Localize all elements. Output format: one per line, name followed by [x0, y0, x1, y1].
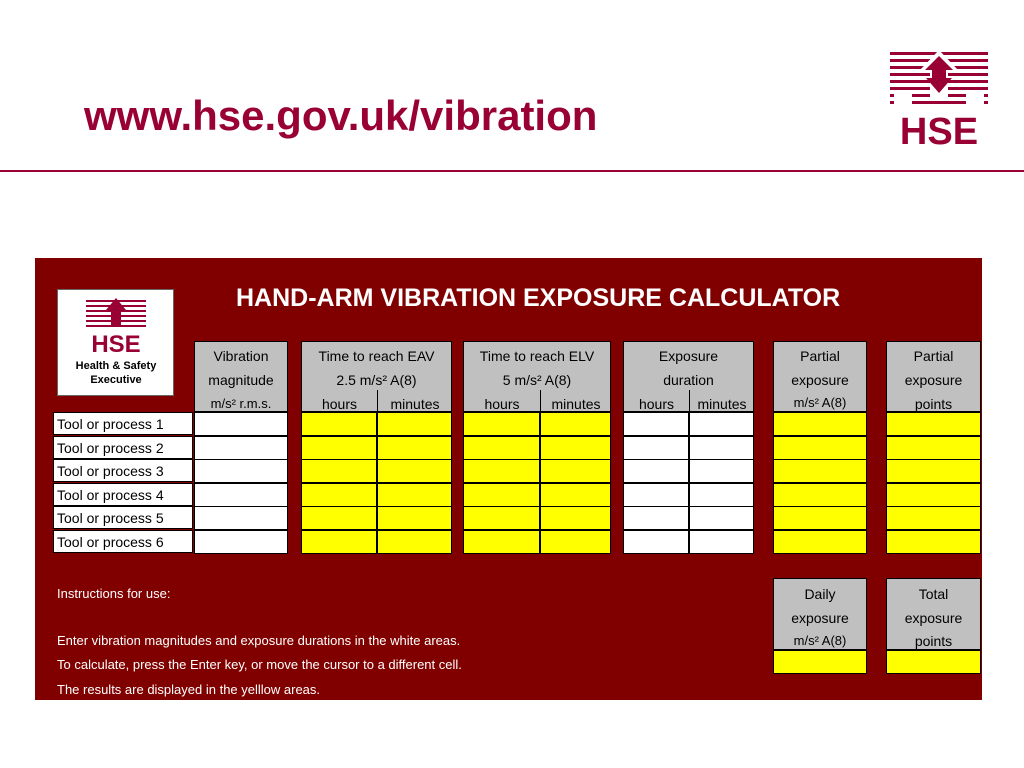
partial-points-result: [886, 530, 981, 554]
instructions-line: Enter vibration magnitudes and exposure durations in the white areas.: [57, 633, 461, 648]
svg-text:Executive: Executive: [90, 374, 142, 386]
elv-hours-result: [463, 412, 540, 436]
page-url-title: www.hse.gov.uk/vibration: [84, 92, 598, 139]
duration-hours-input[interactable]: [623, 436, 689, 460]
elv-minutes-result: [540, 530, 611, 554]
header-text: 5 m/s² A(8): [502, 372, 572, 388]
elv-hours-result: [463, 530, 540, 554]
header-text: m/s² A(8): [793, 395, 847, 410]
elv-minutes-result: [540, 412, 611, 436]
eav-hours-result: [301, 483, 377, 507]
partial-exposure-result: [773, 506, 867, 530]
eav-hours-result: [301, 412, 377, 436]
elv-minutes-result: [540, 483, 611, 507]
header-text: m/s² r.m.s.: [210, 396, 272, 411]
total-points-result: [886, 650, 981, 674]
header-text: Daily: [804, 586, 836, 602]
header-time-to-elv: [463, 341, 611, 412]
partial-exposure-result: [773, 436, 867, 460]
duration-hours-input[interactable]: [623, 530, 689, 554]
duration-hours-input[interactable]: [623, 483, 689, 507]
row-label: Tool or process 1: [53, 412, 193, 435]
eav-hours-result: [301, 506, 377, 530]
header-text: 2.5 m/s² A(8): [336, 372, 417, 388]
duration-hours-input[interactable]: [623, 506, 689, 530]
elv-minutes-result: [540, 506, 611, 530]
eav-hours-result: [301, 436, 377, 460]
instructions-line: The results are displayed in the yelllow areas.: [57, 682, 321, 697]
vibration-magnitude-input[interactable]: [194, 483, 288, 507]
header-text: Time to reach EAV: [318, 348, 435, 364]
eav-minutes-result: [377, 459, 452, 483]
svg-text:Health & Safety: Health & Safety: [75, 360, 157, 372]
header-text: exposure: [791, 372, 849, 388]
vibration-magnitude-input[interactable]: [194, 459, 288, 483]
row-label: Tool or process 3: [53, 459, 193, 482]
calculator-title: HAND-ARM VIBRATION EXPOSURE CALCULATOR: [236, 284, 841, 312]
header-text: m/s² A(8): [793, 633, 847, 648]
vibration-magnitude-input[interactable]: [194, 530, 288, 554]
duration-hours-input[interactable]: [623, 459, 689, 483]
partial-points-result: [886, 436, 981, 460]
header-text: Vibration: [213, 348, 269, 364]
partial-points-result: [886, 412, 981, 436]
hse-logo-box: [57, 289, 174, 396]
eav-hours-result: [301, 459, 377, 483]
header-text: points: [914, 633, 953, 649]
header-text: points: [914, 396, 953, 412]
header-exposure-duration: [623, 341, 754, 412]
elv-minutes-result: [540, 459, 611, 483]
header-text: hours: [321, 396, 358, 412]
elv-hours-result: [463, 506, 540, 530]
duration-minutes-input[interactable]: [689, 436, 754, 460]
vibration-magnitude-input[interactable]: [194, 436, 288, 460]
elv-hours-result: [463, 483, 540, 507]
partial-exposure-result: [773, 412, 867, 436]
header-text: duration: [663, 372, 714, 388]
header-text: hours: [638, 396, 675, 412]
elv-hours-result: [463, 436, 540, 460]
header-text: magnitude: [208, 372, 274, 388]
eav-minutes-result: [377, 436, 452, 460]
row-label: Tool or process 4: [53, 483, 193, 506]
header-text: hours: [484, 396, 520, 412]
header-text: minutes: [697, 396, 747, 412]
duration-minutes-input[interactable]: [689, 530, 754, 554]
duration-minutes-input[interactable]: [689, 483, 754, 507]
hse-executive-logo-icon: [58, 290, 173, 395]
daily-exposure-result: [773, 650, 867, 674]
header-divider: [0, 170, 1024, 172]
partial-points-result: [886, 459, 981, 483]
header-text: Total: [918, 586, 949, 602]
header-text: exposure: [904, 610, 963, 626]
duration-minutes-input[interactable]: [689, 506, 754, 530]
total-points-header: [886, 578, 981, 650]
svg-text:HSE: HSE: [899, 111, 979, 148]
header-text: exposure: [904, 372, 963, 388]
header-text: Partial: [913, 348, 954, 364]
header-partial-exposure: [773, 341, 867, 412]
duration-minutes-input[interactable]: [689, 459, 754, 483]
duration-hours-input[interactable]: [623, 412, 689, 436]
elv-hours-result: [463, 459, 540, 483]
vibration-magnitude-input[interactable]: [194, 506, 288, 530]
daily-exposure-header: [773, 578, 867, 650]
hse-logo-icon: [886, 48, 992, 148]
instructions-line: To calculate, press the Enter key, or move the cursor to a different cell.: [57, 657, 462, 672]
header-text: minutes: [390, 396, 440, 412]
row-label: Tool or process 2: [53, 436, 193, 459]
header-text: minutes: [551, 396, 601, 412]
vibration-magnitude-input[interactable]: [194, 412, 288, 436]
instructions-heading: Instructions for use:: [57, 586, 171, 601]
eav-minutes-result: [377, 530, 452, 554]
header-text: exposure: [791, 610, 849, 626]
svg-text:HSE: HSE: [91, 331, 141, 358]
header-text: Partial: [800, 348, 840, 364]
header-text: Exposure: [658, 348, 719, 364]
partial-exposure-result: [773, 530, 867, 554]
eav-minutes-result: [377, 506, 452, 530]
partial-points-result: [886, 506, 981, 530]
eav-minutes-result: [377, 412, 452, 436]
partial-exposure-result: [773, 459, 867, 483]
duration-minutes-input[interactable]: [689, 412, 754, 436]
header-partial-points: [886, 341, 981, 412]
partial-exposure-result: [773, 483, 867, 507]
eav-hours-result: [301, 530, 377, 554]
header-vibration-magnitude: [194, 341, 288, 412]
header-time-to-eav: [301, 341, 452, 412]
partial-points-result: [886, 483, 981, 507]
eav-minutes-result: [377, 483, 452, 507]
row-label: Tool or process 5: [53, 506, 193, 529]
row-label: Tool or process 6: [53, 530, 193, 553]
elv-minutes-result: [540, 436, 611, 460]
header-text: Time to reach ELV: [479, 348, 595, 364]
